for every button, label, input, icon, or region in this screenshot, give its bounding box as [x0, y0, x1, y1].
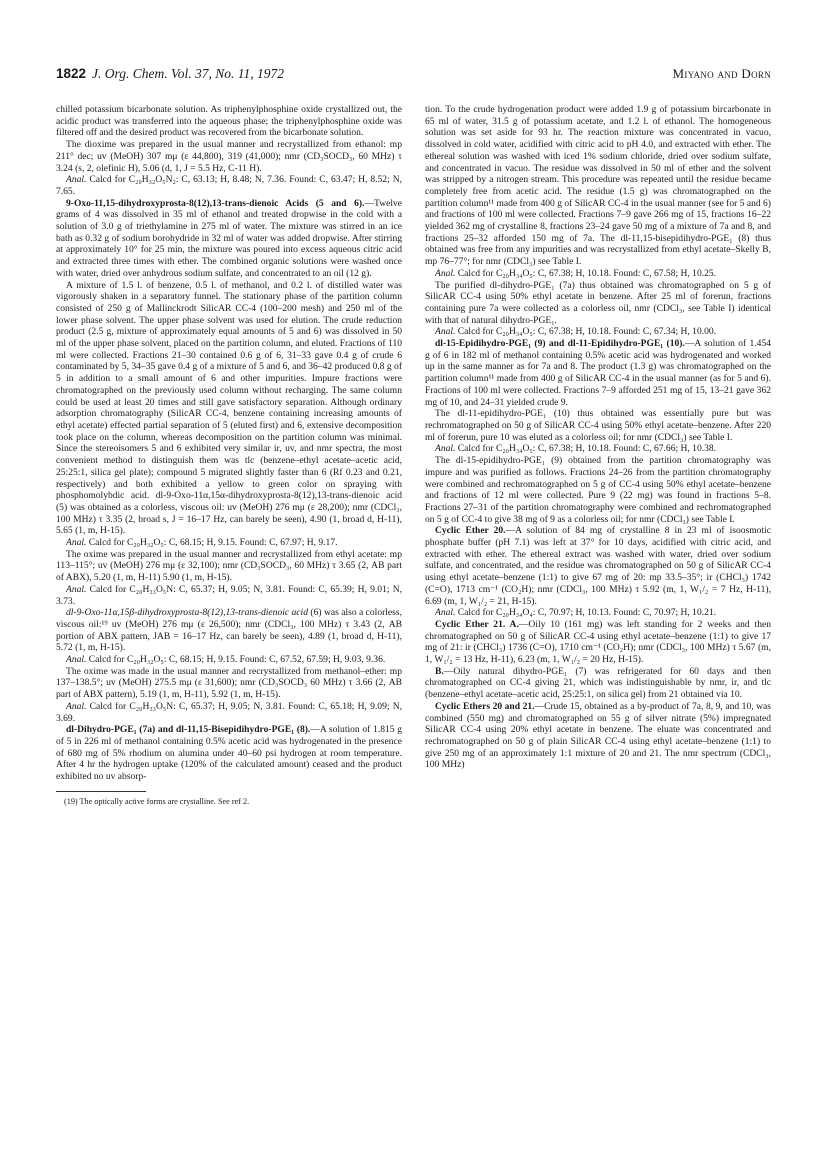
paragraph-heading: Cyclic Ether 21. A. [435, 618, 519, 630]
italic-lead: Anal. [66, 700, 87, 712]
right-column [425, 104, 771, 771]
paragraph [425, 666, 771, 701]
page-number: 1822 [56, 66, 87, 81]
header-authors: Miyano and Dorn [672, 66, 771, 81]
paragraph [56, 654, 402, 666]
paragraph-text: Calcd for C₂₀H₃₄O₄: C, 70.97; H, 10.13. Found: C, 70.97; H, 10.21. [455, 607, 717, 619]
paragraph-heading: dl-Dihydro-PGE₁ (7a) and dl-11,15-Bisepidihydro-PGE₁ (8). [66, 724, 311, 736]
paragraph [425, 607, 771, 619]
paragraph-text: Calcd for C₂₀H₃₂O₅: C, 68.15; H, 9.15. Found: C, 67.97; H, 9.17. [86, 537, 338, 549]
paragraph-text: Calcd for C₂₀H₃₃O₅N: C, 65.37; H, 9.05; N, 3.81. Found: C, 65.18; H, 9.09; N, 3.69. [56, 700, 402, 724]
header-left [56, 66, 284, 82]
paragraph [425, 408, 771, 443]
italic-lead: Anal. [435, 326, 456, 338]
paragraph-text: —Twelve grams of 4 was dissolved in 35 ml of ethanol and treated dropwise in the cold with a solution of 3.0 g of triethylamine in 275 ml of water. The mixture was stirred in an ice bath as 0.32 g of sodium borohydride in 32 ml of water was added dropwise. After stirring at approximately 10° for 25 min, the mixture was poured into excess aqueous citric acid and extracted three times with ether. The combined organic solutions were washed once with water, dried over anhydrous sodium sulfate, and concentrated to an oil (12 g). [56, 197, 402, 279]
paragraph [425, 525, 771, 607]
paragraph [425, 619, 771, 666]
paragraph [56, 174, 402, 197]
paragraph-text: Calcd for C₂₀H₃₄O₅: C, 67.38; H, 10.18. Found: C, 67.58; H, 10.25. [455, 267, 717, 279]
paragraph-text: tion. To the crude hydrogenation product were added 1.9 g of potassium bircarbonate in 65 ml of water, 31.5 g of potassium acetate, and 1.2 l. of ethanol. The homogeneous solution was set aside for 93 hr. The reaction mixture was concentrated in vacuo, dissolved in cold water, acidified with citric acid to pH 4.0, and extracted with ether. The ethereal solution was washed with iced 1% sodium chloride, dried over sodium sulfate, and concentrated in vacuo. The residue was dissolved in 50 ml of ether and the solvent was stripped by a nitrogen stream. This procedure was repeated until the residue became completely free from acetic acid. The residue (1.5 g) was chromatographed on the partition column¹¹ made from 400 g of SilicAR CC-4 in the usual manner (see for 5 and 6) and fractions of 100 ml were collected. Fractions 7–9 gave 266 mg of 15, fractions 16–22 yielded 362 mg of crystalline 8, fractions 23–24 gave 50 mg of a mixture of 7a and 8, and fractions 25–32 afforded 150 mg of 7a. The dl-11,15-bisepidihydro-PGE₁ (8) thus obtained was free from any impurities and was recrystallized from ethyl acetate–Skelly B, mp 76–77°; for nmr (CDCl₃) see Table I. [425, 104, 771, 268]
paragraph-text: The purified dl-dihydro-PGE₁ (7a) thus obtained was chromatographed on 5 g of SilicAR CC-4 using 50% ethyl acetate in benzene. After 25 ml of forerun, fractions containing pure 7a were collected as a colorless oil, nmr (CDCl₃, see Table I) identical with that of natural dihydro-PGE₁. [425, 279, 771, 326]
paragraph-text: chilled potassium bicarbonate solution. As triphenylphosphine oxide crystallized out, the acidic product was transferred into the aqueous phase; the triphenylphosphine oxide was filtered off and the desired product was recovered from the bicarbonate solution. [56, 104, 402, 139]
paragraph-text: Calcd for C₂₀H₃₄O₅: C, 67.38; H, 10.18. Found: C, 67.66; H, 10.38. [455, 443, 717, 455]
paragraph-heading: dl-15-Epidihydro-PGE₁ (9) and dl-11-Epidihydro-PGE₁ (10). [435, 338, 685, 350]
paragraph [56, 666, 402, 701]
paragraph [425, 326, 771, 338]
paragraph-text: The dl-15-epidihydro-PGE₁ (9) obtained from the partition chromatography was impure and was purified as follows. Fractions 24–26 from the partition chromatography were combined and rechromatographed on 5 g of CC-4 using 50% ethyl acetate–benzene and fractions of 12 ml were collected. Pure 9 (22 mg) was found in fractions 5–8. Fractions 27–31 of the partition chromatography were combined and rechromatographed on 5 g of CC-4 to give 38 mg of 9 as a colorless oil; for nmr (CDCl₃) see Table I. [425, 455, 771, 525]
italic-lead: Anal. [435, 443, 456, 455]
paragraph-heading: 9-Oxo-11,15-dihydroxyprosta-8(12),13-trans-dienoic Acids (5 and 6). [66, 197, 365, 209]
paragraph [425, 443, 771, 455]
paragraph [56, 537, 402, 549]
paragraph [56, 280, 402, 537]
paragraph-text: The oxime was made in the usual manner and recrystallized from methanol–ether: mp 137–138.5°; uv (MeOH) 275.5 mμ (ε 31,600); nmr (CD₃SOCD₃ 60 MHz) τ 3.66 (2, AB part of ABX pattern), 5.19 (1, m, H-11), 5.92 (1, m, H-15). [56, 665, 402, 701]
paragraph-text: Calcd for C₂₀H₃₂O₅: C, 68.15; H, 9.15. Found: C, 67.52, 67.59; H, 9.03, 9.36. [86, 654, 386, 666]
paragraph-text: (6) was also a colorless, viscous oil:¹⁹ uv (MeOH) 276 mμ (ε 26,500); nmr (CDCl₃, 100 MHz) τ 3.43 (2, AB portion of ABX pattern, JAB = 16–17 Hz, can barely be seen), 4.89 (1, broad d, H-11), 5.72 (1, m, H-15). [56, 607, 402, 654]
paragraph-heading: Cyclic Ether 20. [435, 525, 506, 537]
paragraph [56, 724, 402, 783]
paragraph [56, 607, 402, 654]
italic-lead: Anal. [66, 654, 87, 666]
running-header [56, 66, 771, 88]
footnote: (19) The optically active forms are crystalline. See ref 2. [64, 796, 250, 806]
paragraph-text: —Crude 15, obtained as a by-product of 7a, 8, 9, and 10, was combined (550 mg) and chromatographed on 55 g of silver nitrate (5%) impregnated SilicAR CC-4 using 20% ethyl acetate in benzene. The eluate was concentrated and rechromatographed on 50 g of plain SilicAR CC-4 using ethyl acetate–benzene (1:1) to give 250 mg of an approximately 1:1 mixture of 20 and 21. The nmr spectrum (CDCl₃, 100 MHz) [425, 700, 771, 771]
paragraph [425, 280, 771, 327]
italic-lead: Anal. [66, 537, 87, 549]
paragraph-heading: Cyclic Ethers 20 and 21. [435, 700, 535, 712]
paragraph-text: Calcd for C₂₀H₃₃O₅N: C, 65.37; H, 9.05; N, 3.81. Found: C, 65.39; H, 9.01; N, 3.73. [56, 583, 402, 607]
italic-lead: Anal. [435, 267, 456, 279]
paragraph-text: —A solution of 1.815 g of 5 in 226 ml of methanol containing 0.5% acetic acid was hydrogenated in the presence of 680 mg of 5% rhodium on alumina under 40–60 psi hydrogen at room temperature. After 4 hr the hydrogen uptake (120% of the calculated amount) ceased and the product exhibited no uv absorp- [56, 724, 402, 783]
journal-citation: J. Org. Chem. Vol. 37, No. 11, 1972 [92, 66, 285, 81]
paragraph-heading: B. [435, 665, 444, 677]
paragraph-text: Calcd for C₂₀H₃₂O₅N₂: C, 63.13; H, 8.48; N, 7.36. Found: C, 63.47; H, 8.52; N, 7.65. [56, 174, 402, 197]
paragraph-text: The dl-11-epidihydro-PGE₁ (10) thus obtained was essentially pure but was rechromatographed on 50 g of SilicAR CC-4 using 50% ethyl acetate–benzene. After 220 ml of forerun, pure 10 was eluted as a colorless oil; for nmr (CDCl₃) see Table I. [425, 408, 771, 443]
paragraph [56, 198, 402, 280]
paragraph-text: The oxime was prepared in the usual manner and recrystallized from ethyl acetate: mp 113–115°; uv (MeOH) 276 mμ (ε 32,100); nmr (CD₃SOCD₃, 60 MHz) τ 3.65 (2, AB part of ABX), 5.20 (1, m, H-11) 5.90 (1, m, H-15). [56, 548, 402, 584]
paragraph [425, 104, 771, 268]
paragraph-text: A mixture of 1.5 l. of benzene, 0.5 l. of methanol, and 0.2 l. of distilled water was vigorously shaken in a separatory funnel. The stationary phase of the partition column consisted of 250 g of Mallinckrodt SilicAR CC-4 (100–200 mesh) and 250 ml of the lower phase solvent. The upper phase solvent was used for elution. The crude reduction product (2.5 g, mixture of approximately equal amounts of 5 and 6) was dissolved in 50 ml of the upper phase solvent, placed on the partition column, and eluted. Fractions of 110 ml were collected. Fractions 21–30 contained 0.6 g of 6, 31–33 gave 0.4 g of crude 6 contaminated by 5, 34–35 gave 0.4 g of a mixture of 5 and 6, and 36–42 produced 0.8 g of 5 in addition to a small amount of 6 and other impurities. Impure fractions were chromatographed on the previously used column without recharging. The same column could be used at least 20 times and still gave satisfactory separation. Although ordinary adsorption chromatography (SilicAR CC-4, benzene containing increasing amounts of ethyl acetate) effected partial separation of 5 (eluted first) and 6, extensive decomposition took place on the column, whereas decomposition on the partition column was minimal. Since the stereoisomers 5 and 6 exhibited very similar ir, uv, and nmr spectra, the most convenient method to distinguish them was tlc (benzene–ethyl acetate–acetic acid, 25:25:1, silica gel plate); compound 5 migrated slightly faster than 6 (Rf 0.23 and 0.21, respectively) and both exhibited a yellow to green color on spraying with phosphomolybdic acid. dl-9-Oxo-11α,15α-dihydroxyprosta-8(12),13-trans-dienoic acid (5) was obtained as a colorless, viscous oil: uv (MeOH) 276 mμ (ε 28,200); nmr (CDCl₃, 100 MHz) τ 3.35 (2, broad s, J = 16–17 Hz, can barely be seen), 4.90 (1, broad d, H-11), 5.65 (1, m, H-15). [56, 279, 402, 537]
paragraph [56, 549, 402, 584]
paragraph [425, 455, 771, 525]
paragraph [56, 701, 402, 724]
paragraph [425, 338, 771, 408]
left-column [56, 104, 402, 807]
italic-lead: Anal. [435, 607, 456, 619]
italic-lead: dl-9-Oxo-11α,15β-dihydroxyprosta-8(12),13-trans-dienoic acid [66, 607, 308, 619]
paragraph [56, 139, 402, 174]
journal-page [56, 66, 771, 1136]
italic-lead: Anal. [66, 174, 87, 186]
paragraph-text: The dioxime was prepared in the usual manner and recrystallized from ethanol: mp 211° dec; uv (MeOH) 307 mμ (ε 44,800), 319 (41,000); nmr (CD₃SOCD₃, 60 MHz) τ 3.24 (s, 2, olefinic H), 5.06 (d, 1, J = 5.5 Hz, C-11 H). [56, 139, 402, 174]
paragraph-text: —Oily 10 (161 mg) was left standing for 2 weeks and then chromatographed on 50 g of SilicAR CC-4 using ethyl acetate–benzene (1:1) to give 17 mg of 21: ir (CHCl₃) 1736 (C=O), 1710 cm⁻¹ (CO₂H); nmr (CDCl₃, 100 MHz) τ 5.67 (m, 1, W₁/₂ = 13 Hz, H-11), 6.23 (m, 1, W₁/₂ = 20 Hz, H-15). [425, 618, 771, 666]
footnote-rule [56, 791, 146, 792]
paragraph-text: Calcd for C₂₀H₃₄O₅: C, 67.38; H, 10.18. Found: C, 67.34; H, 10.00. [455, 326, 717, 338]
paragraph [56, 584, 402, 607]
paragraph-text: —A solution of 84 mg of crystalline 8 in 23 ml of isoosmotic phosphate buffer (pH 7.1) was left at 37° for 10 days, acidified with citric acid, and extracted with ether. The ethereal extract was washed with water, dried over sodium sulfate, and concentrated, and the residue was chromatographed on 50 g of SilicAR CC-4 using ethyl acetate–benzene (1:1) to give 67 mg of 20: mp 33.5–35°; ir (CHCl₃) 1742 (C=O), 1713 cm⁻¹ (CO₂H); nmr (CDCl₃, 100 MHz) τ 5.92 (m, 1, W₁/₂ = 7 Hz, H-11), 6.69 (m, 1, W₁/₂ = 21, H-15). [425, 525, 771, 607]
paragraph [425, 701, 771, 771]
paragraph-text: —Oily natural dihydro-PGE₁ (7) was refrigerated for 60 days and then chromatographed on CC-4 giving 21, which was indistinguishable by nmr, ir, and tlc (benzene–ethyl acetate–acetic acid, 25:25:1, on silica gel) from 21 obtained via 10. [425, 665, 771, 701]
italic-lead: Anal. [66, 583, 87, 595]
paragraph [425, 268, 771, 280]
paragraph [56, 104, 402, 139]
paragraph-text: —A solution of 1.454 g of 6 in 182 ml of methanol containing 0.5% acetic acid was hydrogenated and worked up in the same manner as for 7a and 8. The product (1.3 g) was chromatographed on the partition column¹¹ made from 400 g of SilicAR CC-4 in the usual manner (as for 5 and 6). Fractions of 100 ml were collected. Fractions 7–9 afforded 251 mg of 15, 13–21 gave 362 mg of 10, and 24–31 yielded crude 9. [425, 338, 772, 408]
